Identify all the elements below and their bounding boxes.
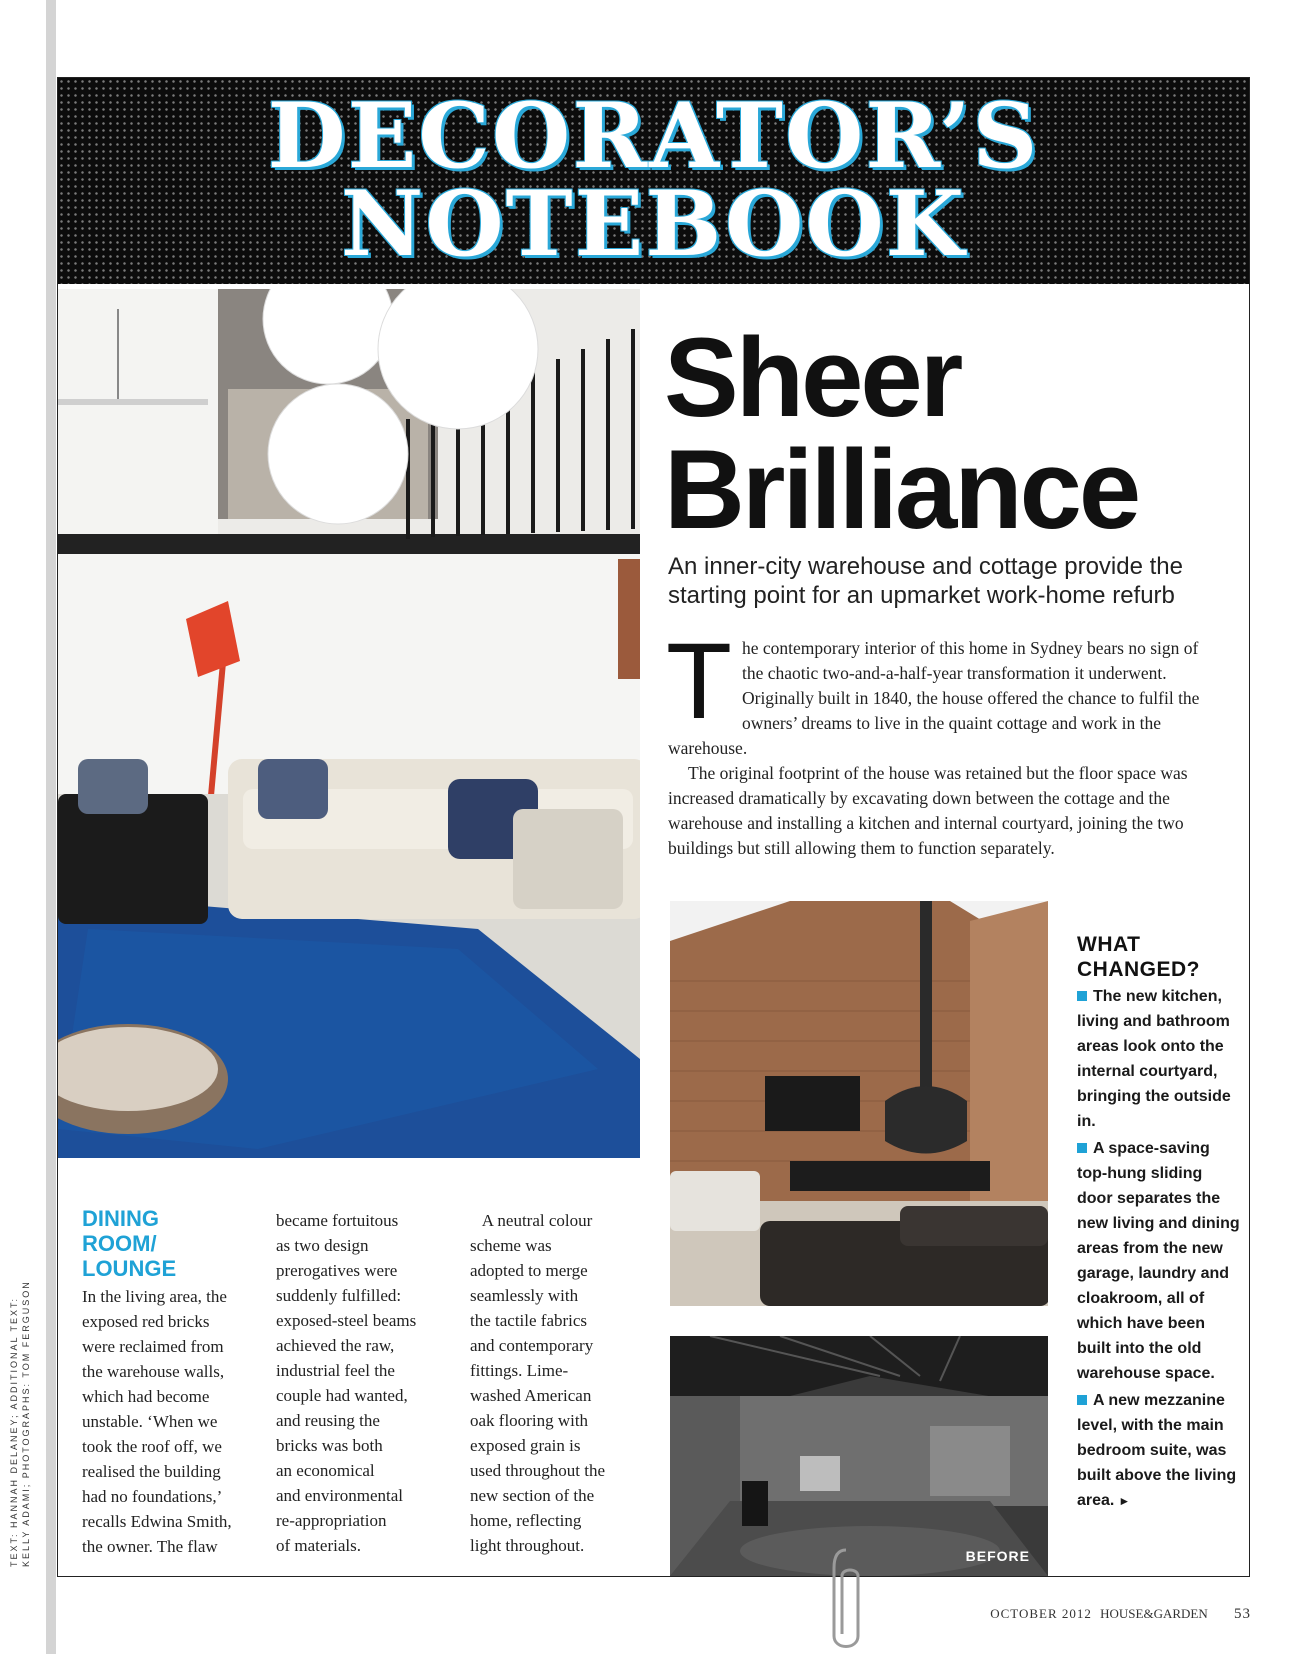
caption-title-line1: DINING <box>82 1206 159 1231</box>
caption-line: and reusing the <box>276 1411 380 1430</box>
intro-paragraph-2: The original footprint of the house was retained but the floor space was increased dramatically by excavating down between the cottage and the warehouse and installing a kitchen and internal courtyard, joining the two buildings but still allowing them to function separately. <box>668 763 1188 858</box>
intro-paragraph-1 <box>666 620 1210 761</box>
sidebar-item-text: The new kitchen, living and bathroom areas look onto the internal courtyard, bringing the outside in. <box>1077 988 1231 1130</box>
square-bullet-icon <box>1077 991 1087 1001</box>
caption-line: of materials. <box>276 1536 361 1555</box>
before-label: BEFORE <box>965 1548 1030 1564</box>
caption-column-1 <box>82 1284 262 1559</box>
caption-line: which had become <box>82 1387 210 1406</box>
sidebar-item <box>1077 1136 1242 1386</box>
caption-line: new section of the <box>470 1486 595 1505</box>
caption-line: became fortuitous <box>276 1211 399 1230</box>
page-spine <box>46 0 56 1654</box>
caption-line: exposed grain is <box>470 1436 581 1455</box>
caption-line: realised the building <box>82 1462 221 1481</box>
caption-line: scheme was <box>470 1236 552 1255</box>
caption-line: recalls Edwina Smith, <box>82 1512 232 1531</box>
caption-title <box>82 1206 262 1281</box>
intro-paragraph-1-text: he contemporary interior of this home in Sydney bears no sign of the chaotic two-and-a-half-year transformation it underwent. Originally built in 1840, the house offered the chance to fulfil the owners’ dreams to live in the quaint cottage and work in the warehouse. <box>668 638 1200 758</box>
caption-line: had no foundations,’ <box>82 1487 223 1506</box>
caption-line: and contemporary <box>470 1336 594 1355</box>
paperclip-icon <box>826 1546 866 1654</box>
section-title-line1: DECORATOR’S <box>267 83 1040 189</box>
section-title-line2: NOTEBOOK <box>341 171 966 277</box>
sidebar-item <box>1077 984 1242 1134</box>
caption-line: washed American <box>470 1386 592 1405</box>
caption-column-2 <box>276 1208 456 1558</box>
caption-line: used throughout the <box>470 1461 606 1480</box>
caption-line: A neutral colour <box>470 1211 593 1230</box>
caption-line: home, reflecting <box>470 1511 582 1530</box>
caption-line: couple had wanted, <box>276 1386 408 1405</box>
drop-cap: T <box>666 620 732 741</box>
caption-line: In the living area, the <box>82 1287 227 1306</box>
credit-line2: KELLY ADAMI; PHOTOGRAPHS: TOM FERGUSON <box>21 1280 31 1567</box>
caption-line: oak flooring with <box>470 1411 589 1430</box>
caption-column-3 <box>470 1208 650 1558</box>
article-standfirst: An inner-city warehouse and cottage provide the starting point for an upmarket work-home refurb <box>668 553 1183 609</box>
caption-line: fittings. Lime- <box>470 1361 569 1380</box>
caption-line: suddenly fulfilled: <box>276 1286 402 1305</box>
square-bullet-icon <box>1077 1143 1087 1153</box>
caption-line: and environmental <box>276 1486 403 1505</box>
caption-line: were reclaimed from <box>82 1337 224 1356</box>
headline-line2: Brilliance <box>664 427 1139 552</box>
sidebar-item <box>1077 1388 1242 1514</box>
article-headline <box>664 315 1224 552</box>
caption-line: the owner. The flaw <box>82 1537 218 1556</box>
page-number: 53 <box>1234 1606 1251 1622</box>
caption-line: bricks was both <box>276 1436 383 1455</box>
sidebar-title-line2: CHANGED? <box>1077 958 1200 981</box>
credit-line1: TEXT: HANNAH DELANEY; ADDITIONAL TEXT: <box>9 1297 19 1567</box>
caption-line: re-appropriation <box>276 1511 387 1530</box>
sidebar-item-text: A new mezzanine level, with the main bedroom suite, was built above the living area. <box>1077 1392 1237 1509</box>
sidebar-item-text: A space-saving top-hung sliding door separates the new living and dining areas from the new garage, laundry and cloakroom, all of which have been built into the old warehouse space. <box>1077 1140 1240 1382</box>
caption-line: exposed red bricks <box>82 1312 210 1331</box>
living-room-photo <box>58 289 640 1158</box>
sidebar-title-line1: WHAT <box>1077 933 1141 956</box>
caption-line: an economical <box>276 1461 375 1480</box>
headline-line1: Sheer <box>664 315 961 440</box>
brick-living-room-photo <box>670 901 1048 1306</box>
continue-arrow-icon: ► <box>1118 1494 1131 1508</box>
caption-line: seamlessly with <box>470 1286 579 1305</box>
page-footer <box>990 1606 1251 1623</box>
caption-line: the tactile fabrics <box>470 1311 588 1330</box>
caption-line: took the roof off, we <box>82 1437 222 1456</box>
sidebar-list <box>1077 984 1242 1516</box>
caption-line: prerogatives were <box>276 1261 398 1280</box>
sidebar-title <box>1077 932 1237 982</box>
square-bullet-icon <box>1077 1395 1087 1405</box>
before-photo <box>670 1336 1048 1576</box>
caption-title-line3: LOUNGE <box>82 1256 177 1281</box>
footer-issue: OCTOBER 2012 <box>990 1606 1092 1621</box>
caption-line: the warehouse walls, <box>82 1362 225 1381</box>
caption-line: adopted to merge <box>470 1261 588 1280</box>
caption-line: achieved the raw, <box>276 1336 395 1355</box>
section-title <box>58 78 1249 277</box>
caption-line: as two design <box>276 1236 369 1255</box>
caption-line: industrial feel the <box>276 1361 395 1380</box>
article-intro <box>666 620 1210 861</box>
photo-credit <box>8 1280 32 1567</box>
caption-line: exposed-steel beams <box>276 1311 417 1330</box>
caption-line: unstable. ‘When we <box>82 1412 218 1431</box>
footer-brand: HOUSE&GARDEN <box>1100 1606 1208 1621</box>
caption-line: light throughout. <box>470 1536 585 1555</box>
caption-title-line2: ROOM/ <box>82 1231 157 1256</box>
section-banner <box>58 78 1249 284</box>
